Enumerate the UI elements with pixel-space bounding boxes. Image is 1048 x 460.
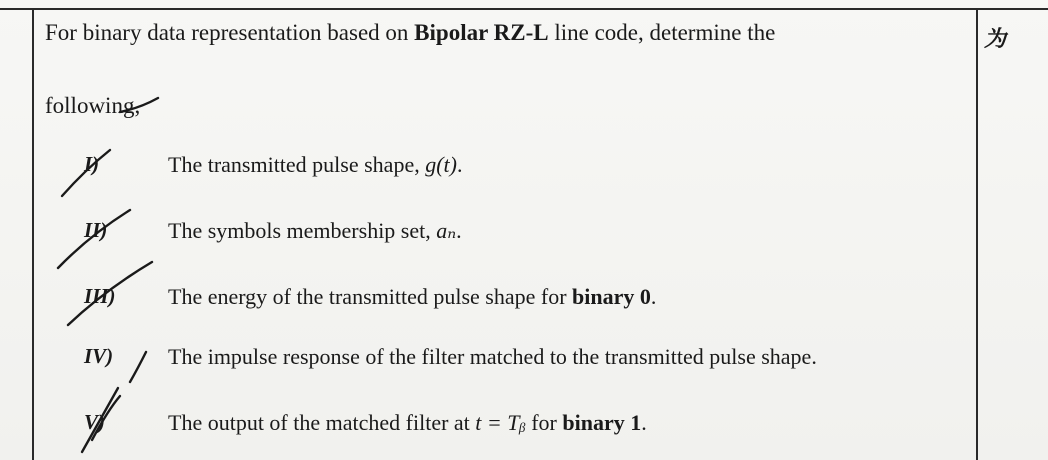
- item-text: The symbols membership set, aₙ.: [168, 218, 462, 243]
- list-item: [0, 152, 970, 192]
- list-item: [0, 218, 970, 258]
- list-item: [0, 410, 970, 450]
- item-numeral: III): [84, 284, 116, 308]
- item-numeral: II): [84, 218, 108, 242]
- item-text: The impulse response of the filter matched to the transmitted pulse shape.: [168, 344, 817, 369]
- item-numeral: IV): [84, 344, 114, 368]
- line-code-name: Bipolar RZ-L: [414, 20, 549, 45]
- item-text: The energy of the transmitted pulse shape for binary 0.: [168, 284, 657, 309]
- item-numeral: V): [84, 410, 105, 434]
- item-text: The transmitted pulse shape, g(t).: [168, 152, 463, 177]
- question-text-line2: following,: [45, 93, 141, 118]
- handwritten-mark: 为: [984, 26, 1007, 51]
- list-item: [0, 344, 970, 384]
- table-top-border: [0, 8, 1048, 10]
- item-text: The output of the matched filter at t = Tᵦ for binary 1.: [168, 410, 647, 435]
- list-item: [0, 284, 970, 324]
- item-numeral: I): [84, 152, 100, 176]
- question-text: For binary data representation based on Bipolar RZ-L line code, determine the: [45, 20, 776, 45]
- table-column-divider: [976, 8, 978, 460]
